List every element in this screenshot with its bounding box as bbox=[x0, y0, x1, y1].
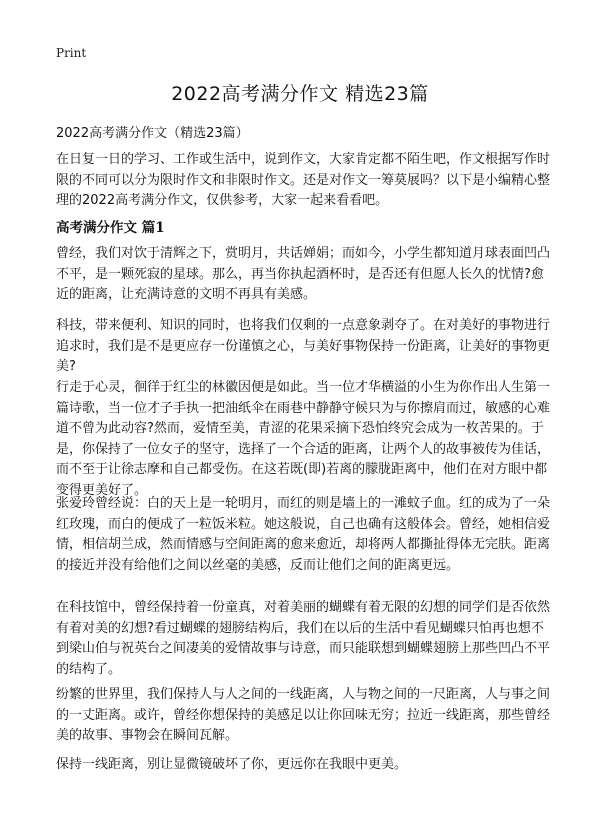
document-subtitle: 2022高考满分作文（精选23篇） bbox=[56, 126, 249, 141]
article-paragraph-1: 曾经，我们对饮于清辉之下，赏明月，共话婵娟；而如今，小学生都知道月球表面凹凸不平，是一颗死寂的星球。那么，再当你执起酒杯时，是否还有但愿人长久的忧情?愈近的距离，让充满诗意的文明不再具有美感。 bbox=[56, 246, 551, 302]
intro-paragraph: 在日复一日的学习、工作或生活中，说到作文，大家肯定都不陌生吧，作文根据写作时限的不同可以分为限时作文和非限时作文。还是对作文一筹莫展吗？以下是小编精心整理的2022高考满分作文，仅供参考，大家一起来看看吧。 bbox=[56, 152, 551, 208]
print-link[interactable]: Print bbox=[56, 46, 87, 60]
article-paragraph-3: 行走于心灵，徊徉于红尘的林徽因便是如此。当一位才华横溢的小生为你作出人生第一篇诗歌，当一位才子手执一把油纸伞在雨巷中静静守候只为与你擦肩而过，敏感的心难道不曾为此动容?然而，爱情至美，青涩的花果采摘下恐怕终究会成为一枚苦果的。于是，你保持了一位女子的坚守，选择了一个合适的距离，让两个人的故事被传为佳话，而不至于让徐志摩和自己都受伤。在这若既(即)若离的朦胧距离中，他们在对方眼中都变得更美好了。 bbox=[56, 380, 551, 498]
article-paragraph-5: 在科技馆中，曾经保持着一份童真，对着美丽的蝴蝶有着无限的幻想的同学们是否依然有着对美的幻想?看过蝴蝶的翅膀结构后，我们在以后的生活中看见蝴蝶只怕再也想不到梁山伯与祝英台之间凄美的爱情故事与诗意，而只能联想到蝴蝶翅膀上那些凹凸不平的结构了。 bbox=[56, 600, 551, 677]
page-title: 2022高考满分作文 精选23篇 bbox=[171, 83, 429, 105]
article-paragraph-7: 保持一线距离，别让显微镜破坏了你，更远你在我眼中更美。 bbox=[56, 757, 408, 772]
article-paragraph-6: 纷繁的世界里，我们保持人与人之间的一线距离，人与物之间的一尺距离，人与事之间的一丈距离。或许，曾经你想保持的美感足以让你回味无穷；拉近一线距离，那些曾经美的故事、事物会在瞬间瓦解。 bbox=[56, 687, 551, 743]
section-heading: 高考满分作文 篇1 bbox=[56, 220, 165, 236]
article-paragraph-2: 科技，带来便利、知识的同时，也将我们仅剩的一点意象剥夺了。在对美好的事物进行追求时，我们是不是更应存一份谨慎之心，与美好事物保持一份距离，让美好的事物更美? bbox=[56, 318, 551, 374]
article-paragraph-4: 张爱玲曾经说：白的天上是一轮明月，而红的则是墙上的一滩蚊子血。红的成为了一朵红玫瑰，而白的便成了一粒饭米粒。她这般说，自己也确有这般体会。曾经，她相信爱情，相信胡兰成，然而情感与空间距离的愈来愈近，却将两人都撕扯得体无完肤。距离的接近并没有给他们之间以丝毫的美感，反而让他们之间的距离更远。 bbox=[56, 496, 551, 573]
